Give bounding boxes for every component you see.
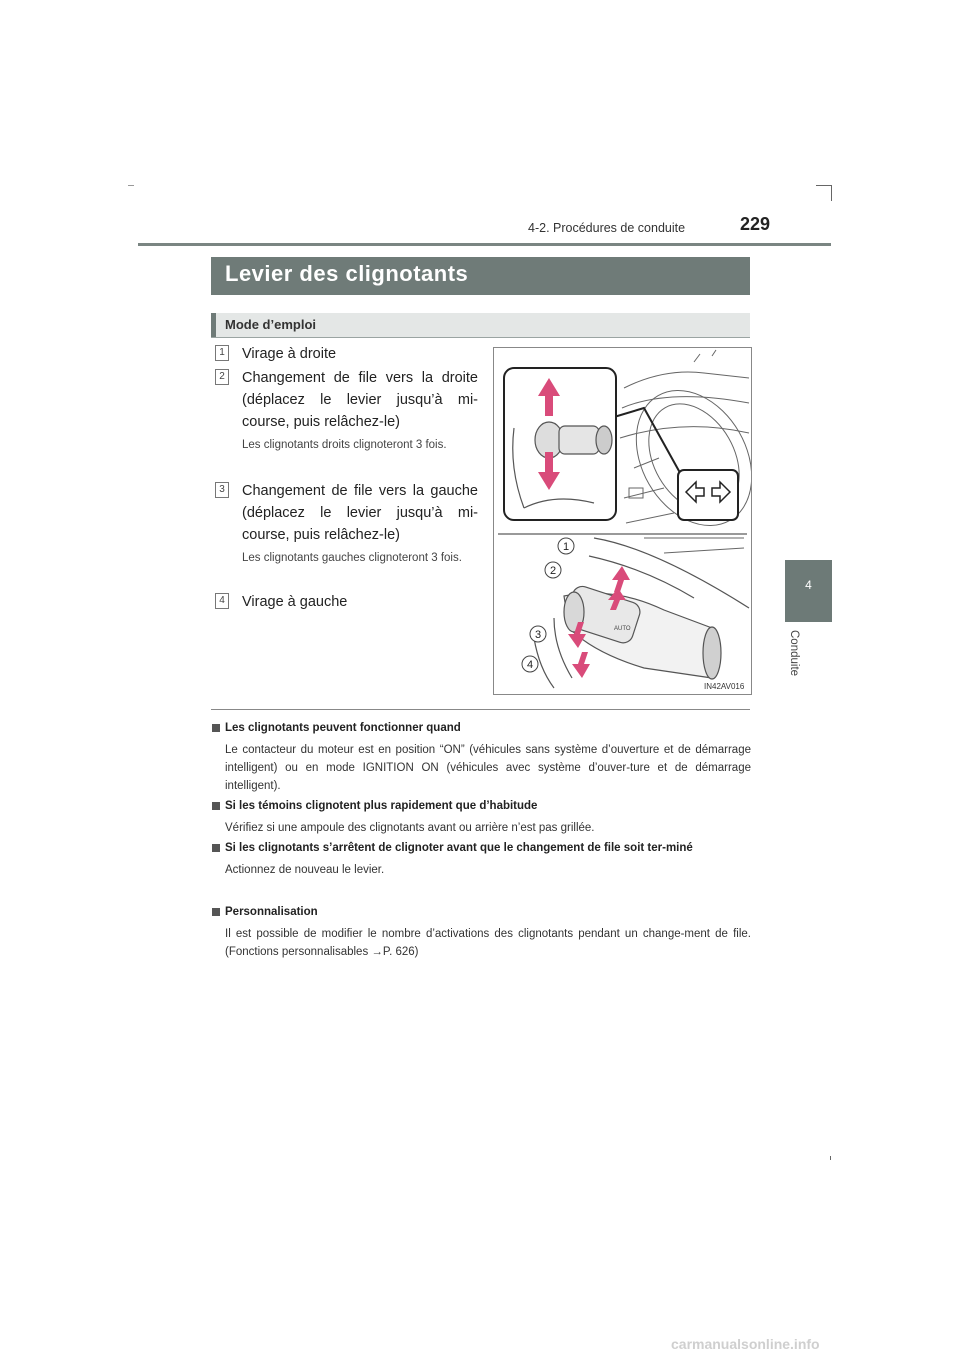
note-heading: Si les témoins clignotent plus rapidement que d’habitude: [211, 798, 751, 815]
step-2: [215, 367, 477, 477]
subsection-accent: [211, 313, 216, 337]
subsection-bar: [211, 313, 750, 338]
page-number: 229: [740, 214, 771, 234]
section-title-bar: [211, 257, 750, 295]
bullet-square-icon: [212, 724, 220, 732]
chapter-tab-label: Conduite: [788, 630, 800, 677]
note-heading: Les clignotants peuvent fonctionner quand: [211, 720, 751, 737]
step-number-box: 2: [215, 369, 229, 385]
header-rule: [138, 243, 831, 246]
step-1: [215, 343, 477, 367]
step-text: Changement de file vers la droite (déplacez le levier jusqu’à mi-course, puis relâchez-le): [242, 370, 478, 430]
crop-mark-top-right-vertical: [831, 185, 832, 201]
section-title: Levier des clignotants: [225, 261, 469, 286]
chapter-heading: 4-2. Procédures de conduite: [528, 221, 686, 235]
watermark: carmanualsonline.info: [671, 1336, 820, 1352]
chapter-tab-label-wrap: [784, 630, 808, 690]
crop-mark-top-left: [128, 185, 134, 186]
figure-code: IN42AV016: [704, 682, 745, 691]
turn-signal-illustration: [494, 348, 751, 694]
note-fast-flashing: [211, 798, 751, 837]
note-body: Actionnez de nouveau le levier.: [225, 864, 385, 876]
note-body: Il est possible de modifier le nombre d’activations des clignotants pendant un change-ment de file. (Fonctions personnalisables →P. 626): [225, 928, 751, 958]
step-text: Virage à droite: [242, 346, 337, 362]
step-3: [215, 480, 477, 590]
note-customization: [211, 904, 751, 961]
note-body: Le contacteur du moteur est en position “ON” (véhicules sans système d’ouverture et de démarrage intelligent) ou en mode IGNITION ON (véhicules avec système d’ouver-ture et de démarrage intelligent).: [225, 744, 751, 792]
note-body: Vérifiez si une ampoule des clignotants avant ou arrière n’est pas grillée.: [225, 822, 595, 834]
step-number-box: 1: [215, 345, 229, 361]
crop-mark-bottom-right: [830, 1156, 831, 1160]
step-number-box: 3: [215, 482, 229, 498]
note-heading: Personnalisation: [211, 904, 751, 921]
lever-auto-label: AUTO: [614, 626, 631, 632]
bullet-square-icon: [212, 802, 220, 810]
turn-signal-figure: [493, 347, 752, 695]
note-operating-conditions: [211, 720, 751, 795]
bullet-square-icon: [212, 844, 220, 852]
step-text: Changement de file vers la gauche (déplacez le levier jusqu’à mi-course, puis relâchez-le): [242, 483, 478, 543]
subsection-title: Mode d’emploi: [225, 317, 316, 332]
crop-mark-top-right: [816, 185, 832, 186]
step-note: Les clignotants gauches clignoteront 3 fois.: [242, 552, 462, 564]
step-number-box: 4: [215, 593, 229, 609]
bullet-square-icon: [212, 908, 220, 916]
section-rule: [211, 709, 750, 710]
step-text: Virage à gauche: [242, 594, 348, 610]
step-4: [215, 591, 477, 615]
callout-4: 4: [526, 659, 534, 671]
chapter-tab[interactable]: 4: [785, 560, 832, 622]
step-note: Les clignotants droits clignoteront 3 fois.: [242, 439, 447, 451]
callout-2: 2: [549, 565, 557, 577]
callout-1: 1: [562, 541, 570, 553]
note-heading: Si les clignotants s’arrêtent de clignoter avant que le changement de file soit ter-miné: [211, 840, 751, 857]
note-early-stop: [211, 840, 751, 879]
callout-3: 3: [534, 629, 542, 641]
